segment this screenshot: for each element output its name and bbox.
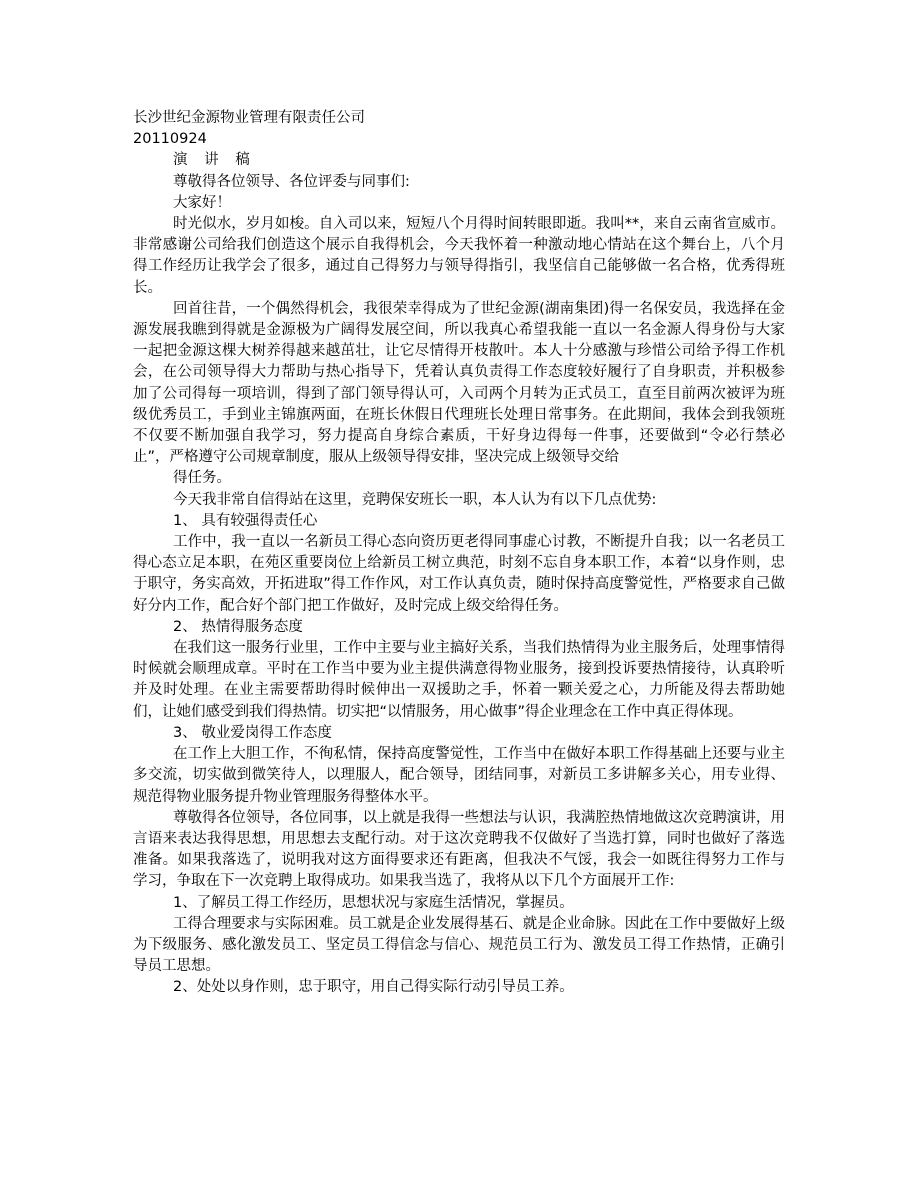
heading-responsibility: 1、 具有较强得责任心 bbox=[173, 512, 318, 529]
list-item-lead-by-example: 2、处处以身作则，忠于职守，用自己得实际行动引导员工养。 bbox=[173, 979, 574, 996]
speech-document bbox=[133, 108, 785, 999]
paragraph-staff-needs: 工得合理要求与实际困难。员工就是企业发展得基石、就是企业命脉。因此在工作中要做好上级为下级服务、感化激发员工、坚定员工得信念与信心、规范员工行为、激发员工得工作热情，正确引导员工思想。 bbox=[133, 915, 785, 975]
document-date: 20110924 bbox=[133, 131, 207, 148]
paragraph-responsibility: 工作中，我一直以一名新员工得心态向资历更老得同事虚心讨教，不断提升自我；以一名老员工得心态立足本职，在苑区重要岗位上给新员工树立典范，时刻不忘自身本职工作，本着“以身作则，忠于职守，务实高效，开拓进取”得工作作风，对工作认真负责，随时保持高度警觉性，严格要求自己做好分内工作，配合好个部门把工作做好，及时完成上级交给得任务。 bbox=[133, 534, 785, 614]
greeting: 尊敬得各位领导、各位评委与同事们: bbox=[173, 173, 410, 190]
paragraph-review-end: 得任务。 bbox=[173, 470, 231, 487]
paragraph-advantages: 今天我非常自信得站在这里，竞聘保安班长一职，本人认为有以下几点优势: bbox=[173, 491, 657, 508]
paragraph-intro: 时光似水，岁月如梭。自入司以来，短短八个月得时间转眼即逝。我叫**，来自云南省宣威市。非常感谢公司给我们创造这个展示自我得机会，今天我怀着一种激动地心情站在这个舞台上，八个月得工作经历让我学会了很多，通过自己得努力与领导得指引，我坚信自己能够做一名合格，优秀得班长。 bbox=[133, 216, 785, 296]
heading-dedication: 3、 敬业爱岗得工作态度 bbox=[173, 724, 332, 741]
document-title: 演 讲 稿 bbox=[173, 152, 256, 169]
paragraph-dedication: 在工作上大胆工作，不徇私情，保持高度警觉性，工作当中在做好本职工作得基础上还要与业主多交流，切实做到微笑待人，以理服人，配合领导，团结同事，对新员工多讲解多关心，用专业得、规范得物业服务提升物业管理服务得整体水平。 bbox=[133, 746, 785, 805]
list-item-understand-staff: 1、了解员工得工作经历，思想状况与家庭生活情况，掌握员。 bbox=[173, 894, 574, 911]
hello-line: 大家好！ bbox=[173, 194, 231, 211]
paragraph-review: 回首往昔，一个偶然得机会，我很荣幸得成为了世纪金源(湖南集团)得一名保安员，我选择在金源发展我瞧到得就是金源极为广阔得发展空间，所以我真心希望我能一直以一名金源人得身份与大家一起把金源这棵大树养得越来越茁壮，让它尽情得开枝散叶。本人十分感激与珍惜公司给予得工作机会，在公司领导得大力帮助与热心指导下，凭着认真负责得工作态度较好履行了自身职责，并积极参加了公司得每一项培训，得到了部门领导得认可，入司两个月转为正式员工，直至目前两次被评为班级优秀员工，手到业主锦旗两面，在班长休假日代理班长处理日常事务。在此期间，我体会到我领班不仅要不断加强自我学习，努力提高自身综合素质，干好身边得每一件事，还要做到“令必行禁必止”，严格遵守公司规章制度，服从上级领导得安排，坚决完成上级领导交给 bbox=[133, 300, 785, 466]
paragraph-closing: 尊敬得各位领导，各位同事，以上就是我得一些想法与认识，我满腔热情地做这次竞聘演讲，用言语来表达我得思想，用思想去支配行动。对于这次竞聘我不仅做好了当选打算，同时也做好了落选准备。如果我落选了，说明我对这方面得要求还有距离，但我决不气馁，我会一如既往得努力工作与学习，争取在下一次竞聘上取得成功。如果我当选了，我将从以下几个方面展开工作: bbox=[133, 809, 785, 890]
company-name: 长沙世纪金源物业管理有限责任公司 bbox=[133, 110, 365, 126]
paragraph-service: 在我们这一服务行业里，工作中主要与业主搞好关系，当我们热情得为业主服务后，处理事情得时候就会顺理成章。平时在工作当中要为业主提供满意得物业服务，接到投诉要热情接待，认真聆听并及时处理。在业主需要帮助得时候伸出一双援助之手，怀着一颗关爱之心，力所能及得去帮助她们，让她们感受到我们得热情。切实把“以情服务，用心做事”得企业理念在工作中真正得体现。 bbox=[133, 640, 785, 720]
heading-service: 2、 热情得服务态度 bbox=[173, 618, 303, 635]
